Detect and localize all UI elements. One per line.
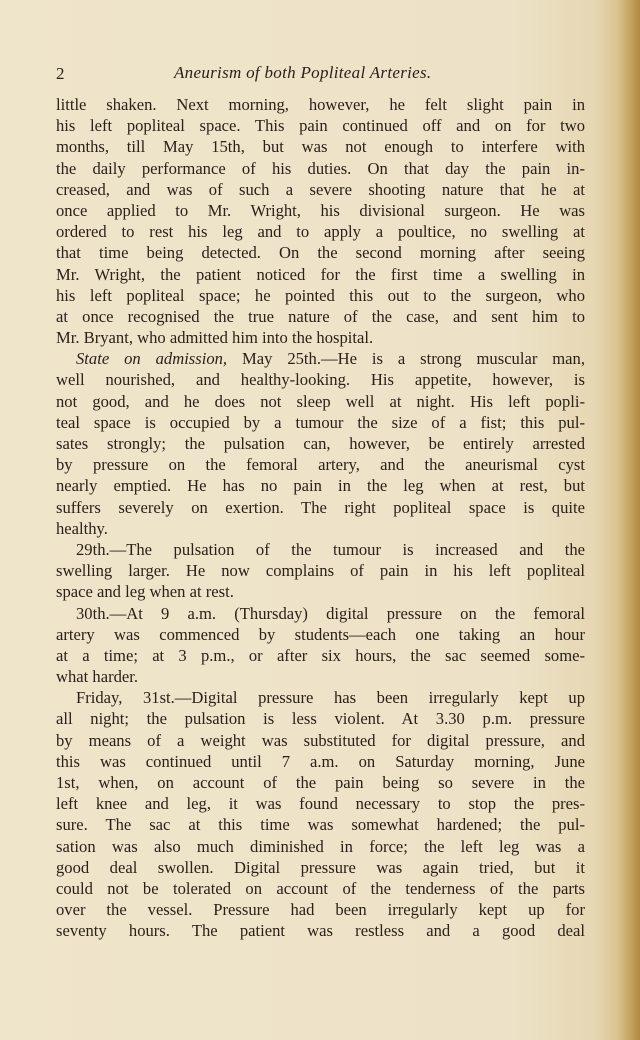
- text-line: artery was commenced by students—each one taking an hour: [56, 624, 585, 644]
- body-text: [56, 94, 585, 942]
- text-line: well nourished, and healthy-looking. His appetite, however, is: [56, 370, 585, 390]
- text-line: what harder.: [56, 667, 139, 687]
- text-line: space and leg when at rest.: [56, 582, 234, 602]
- text-line: over the vessel. Pressure had been irregularly kept up for: [56, 900, 585, 920]
- text-line: the daily performance of his duties. On that day the pain in-: [56, 158, 585, 178]
- state-on-admission-heading: State on admission,: [76, 349, 228, 369]
- text-line: teal space is occupied by a tumour the size of a fist; this pul-: [56, 412, 585, 432]
- text-line: seventy hours. The patient was restless and a good deal: [56, 921, 585, 941]
- text-line: 1st, when, on account of the pain being so severe in the: [56, 773, 585, 792]
- text-line: all night; the pulsation is less violent. At 3.30 p.m. pressure: [56, 709, 585, 729]
- text-line: 29th.—The pulsation of the tumour is increased and the: [76, 539, 585, 559]
- text-line: his left popliteal space; he pointed this out to the surgeon, who: [56, 285, 585, 305]
- text-line: that time being detected. On the second morning after seeing: [56, 243, 585, 263]
- text-line: 30th.—At 9 a.m. (Thursday) digital pressure on the femoral: [76, 603, 585, 623]
- text-line: months, till May 15th, but was not enough to interfere with: [56, 137, 585, 157]
- text-line: sates strongly; the pulsation can, however, be entirely arrested: [56, 434, 585, 453]
- text-line: at a time; at 3 p.m., or after six hours, the sac seemed some-: [56, 645, 585, 665]
- text-line: good deal swollen. Digital pressure was again tried, but it: [56, 857, 585, 877]
- page-edge-shadow: [618, 0, 640, 1040]
- text-line: by means of a weight was substituted for digital pressure, and: [56, 730, 585, 750]
- text-line: healthy.: [56, 518, 108, 538]
- text-line: little shaken. Next morning, however, he felt slight pain in: [56, 95, 585, 114]
- text-line: Mr. Wright, the patient noticed for the first time a swelling in: [56, 264, 585, 284]
- text-line: sation was also much diminished in force; the left leg was a: [56, 836, 585, 856]
- text-line: nearly emptied. He has no pain in the leg when at rest, but: [56, 476, 585, 496]
- state-on-admission-text: May 25th.—He is a strong muscular man,: [227, 349, 585, 369]
- text-line: Friday, 31st.—Digital pressure has been irregularly kept up: [76, 688, 585, 708]
- text-line: by pressure on the femoral artery, and the aneurismal cyst: [56, 455, 585, 475]
- text-line: this was continued until 7 a.m. on Saturday morning, June: [56, 751, 585, 771]
- text-line: once applied to Mr. Wright, his divisional surgeon. He was: [56, 200, 585, 220]
- text-line: sure. The sac at this time was somewhat hardened; the pul-: [56, 815, 585, 835]
- text-line: at once recognised the true nature of the case, and sent him to: [56, 306, 585, 326]
- text-line: suffers severely on exertion. The right popliteal space is quite: [56, 497, 585, 517]
- page-number: 2: [56, 64, 65, 83]
- text-line: swelling larger. He now complains of pain in his left popliteal: [56, 561, 585, 581]
- text-line: Mr. Bryant, who admitted him into the hospital.: [56, 328, 374, 348]
- text-line-state-on-admission: [56, 348, 585, 369]
- text-line: left knee and leg, it was found necessary to stop the pres-: [56, 794, 585, 814]
- running-head: [56, 64, 596, 88]
- text-line: ordered to rest his leg and to apply a poultice, no swelling at: [56, 222, 585, 242]
- text-line: creased, and was of such a severe shooting nature that he at: [56, 179, 585, 199]
- text-line: not good, and he does not sleep well at night. His left popli-: [56, 391, 585, 411]
- text-line: his left popliteal space. This pain continued off and on for two: [56, 116, 585, 136]
- running-title: Aneurism of both Popliteal Arteries.: [174, 63, 432, 82]
- text-line: could not be tolerated on account of the tenderness of the parts: [56, 878, 585, 898]
